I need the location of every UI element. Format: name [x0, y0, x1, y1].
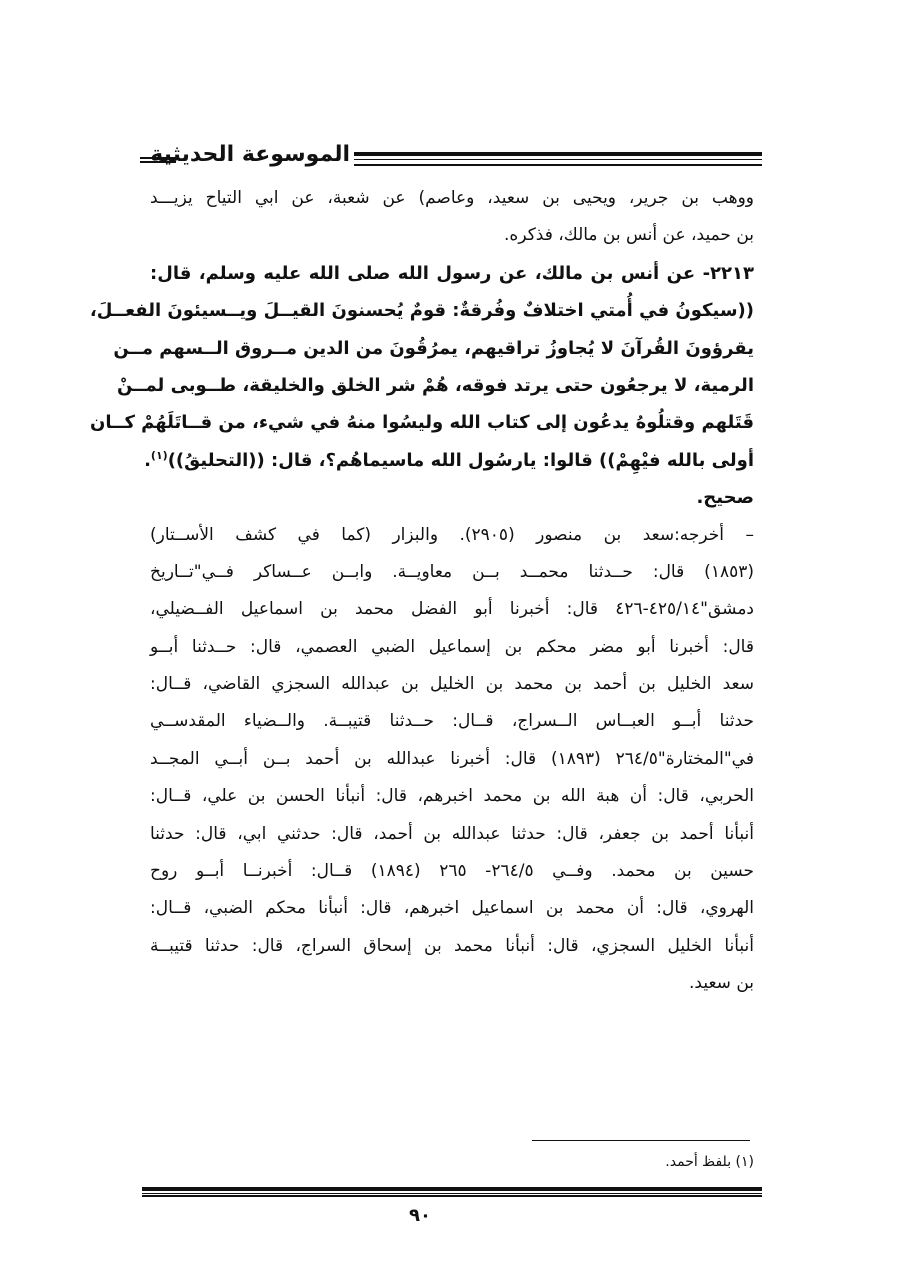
text-line-content: ووهب بن جرير، ويحيى بن سعيد، وعاصم) عن شعبة، عن ابي التياح يزيـــد — [150, 188, 754, 208]
text-line-content: – أخرجه:سعد بن منصور (٢٩٠٥). والبزار (كما في كشف الأســتار) — [150, 524, 754, 545]
text-line — [150, 517, 754, 554]
text-line — [113, 330, 754, 367]
text-line-content: في"المختارة"٢٦٤/٥ (١٨٩٣) قال: أخبرنا عبدالله بن أحمد بــن أبــي المجــد — [150, 748, 754, 769]
footnote-rule — [532, 1140, 750, 1141]
page-number: ٩٠ — [409, 1205, 431, 1226]
text-line-content: الرمية، لا يرجعُون حتى يرتد فوقه، هُمْ شر الخلق والخليقة، طــوبى لمــنْ — [116, 374, 754, 396]
text-line-content: صحيح. — [696, 487, 754, 509]
text-line-content: بن حميد، عن أنس بن مالك، فذكره. — [504, 225, 754, 246]
text-line — [144, 442, 754, 479]
text-line — [150, 629, 754, 666]
text-line — [150, 255, 754, 292]
text-line — [150, 816, 754, 853]
text-line — [150, 703, 754, 740]
text-line-content: يقرؤونَ القُرآنَ لا يُجاوزُ تراقيهم، يمرُقُونَ من الدين مــروق الــسهم مــن — [113, 337, 754, 359]
text-line — [150, 591, 754, 628]
text-line — [150, 666, 754, 703]
text-line-content: ((سيكونُ في أُمتي اختلافٌ وفُرقةٌ: قومٌ يُحسنونَ القيــلَ ويــسيئونَ الفعــلَ، — [89, 300, 754, 322]
text-line — [150, 890, 754, 927]
text-line-content: الحربي، قال: أن هبة الله بن محمد اخبرهم، قال: أنبأنا الحسن بن علي، قــال: — [150, 786, 754, 807]
text-line — [90, 404, 754, 441]
text-line-content: حدثنا أبــو العبــاس الــسراج، قــال: حــدثنا قتيبــة. والــضياء المقدســي — [150, 711, 754, 732]
text-line-content: أنبأنا الخليل السجزي، قال: أنبأنا محمد بن إسحاق السراج، قال: حدثنا قتيبــة — [150, 935, 754, 956]
header-title: الموسوعة الحديثية — [150, 142, 350, 167]
text-line-tail: . — [144, 449, 151, 471]
text-line — [89, 292, 754, 329]
text-line-content: بن سعيد. — [689, 973, 754, 994]
text-line — [150, 965, 754, 1002]
text-line-content: قال: أخبرنا أبو مضر محكم بن إسماعيل الضبي العصمي، قال: حــدثنا أبــو — [150, 636, 754, 657]
text-line-content: الهروي، قال: أن محمد بن اسماعيل اخبرهم، قال: أنبأنا محكم الضبي، قــال: — [150, 898, 754, 919]
text-line-content: سعد الخليل بن أحمد بن محمد بن الخليل بن عبدالله السجزي القاضي، قــال: — [150, 674, 754, 695]
text-line-content: حسين بن محمد. وفــي ٢٦٤/٥- ٢٦٥ (١٨٩٤) قــال: أخبرنــا أبــو روح — [150, 861, 754, 882]
text-line — [150, 853, 754, 890]
text-line-content: (١٨٥٣) قال: حــدثنا محمــد بــن معاويــة. وابــن عــساكر فــي"تــاريخ — [150, 561, 754, 582]
footnote: (١) بلفظ أحمد. — [665, 1154, 754, 1170]
text-line-content: دمشق"٤٢٥/١٤-٤٢٦ قال: أخبرنا أبو الفضل محمد بن اسماعيل الفــضيلي، — [150, 599, 754, 620]
text-line-content: قَتَلهم وقتلُوهُ يدعُون إلى كتاب الله وليسُوا منهُ في شيء، من قــاتَلَهُمْ كــان — [90, 412, 754, 434]
text-line-content: أنبأنا أحمد بن جعفر، قال: حدثنا عبدالله بن أحمد، قال: حدثني ابي، قال: حدثنا — [150, 823, 754, 844]
text-line — [150, 741, 754, 778]
text-line — [150, 778, 754, 815]
text-line — [150, 928, 754, 965]
text-line — [150, 479, 754, 516]
text-line — [116, 367, 754, 404]
text-line-content: ٢٢١٣- عن أنس بن مالك، عن رسول الله صلى الله عليه وسلم، قال: — [150, 262, 754, 284]
main-text — [89, 180, 754, 1003]
text-line — [150, 217, 754, 254]
bottom-rule — [142, 1187, 762, 1197]
header-rule-right — [354, 152, 762, 166]
page-header — [140, 140, 762, 180]
text-line — [150, 554, 754, 591]
text-line-content: أولى بالله فيْهِمْ)) قالوا: يارسُول الله ماسيماهُم؟، قال: ((التحليقُ)) — [167, 449, 754, 471]
footnote-marker: (١) — [150, 448, 168, 462]
text-line — [150, 180, 754, 217]
